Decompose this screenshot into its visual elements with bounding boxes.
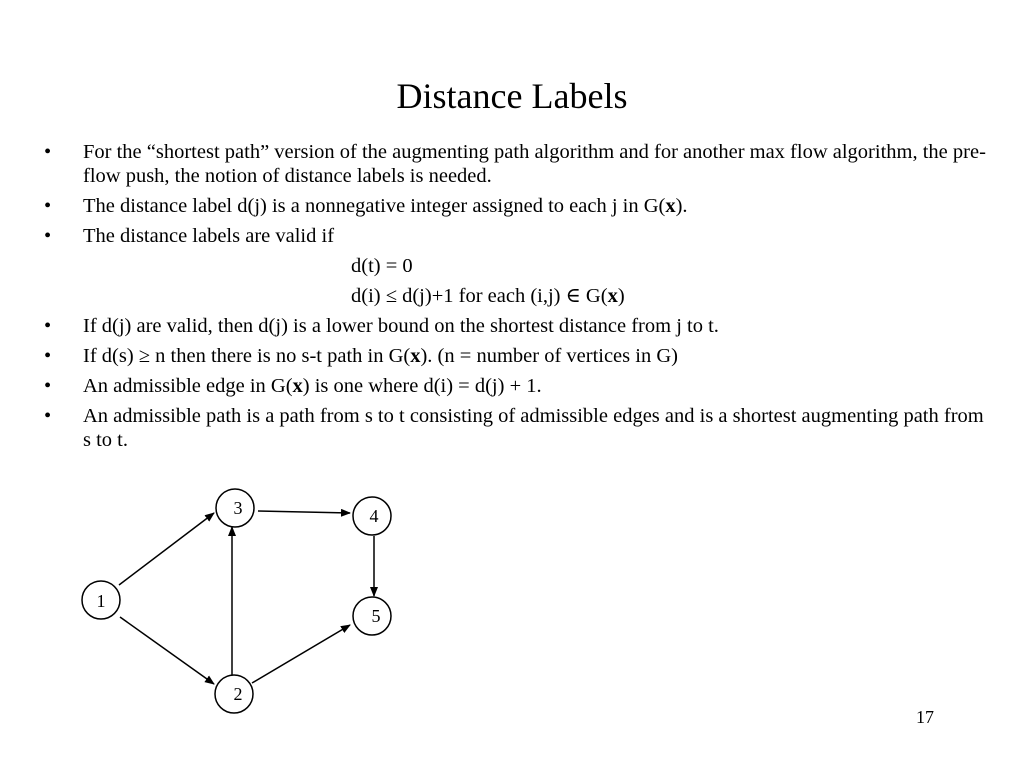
condition-line: d(t) = 0 (351, 255, 413, 277)
bold-symbol: x (410, 345, 421, 367)
node-label: 3 (233, 498, 243, 518)
bullet-marker: • (44, 195, 52, 217)
bullet-marker: • (44, 345, 52, 367)
edge-1-3 (119, 513, 214, 585)
bullet-text: For the “shortest path” version of the augmenting path algorithm and for another max flow algorithm, the pre-flow push, the notion of distance labels is needed. (83, 141, 986, 187)
edge-2-5 (252, 625, 350, 683)
edge-3-4 (258, 511, 350, 513)
node-4 (353, 497, 391, 535)
bullet-text: The distance labels are valid if (83, 225, 335, 247)
node-label: 4 (369, 506, 379, 526)
text-segment: If d(s) ≥ n then there is no s-t path in G( (83, 345, 411, 367)
bullet-marker: • (44, 315, 52, 337)
bullet-text: An admissible path is a path from s to t consisting of admissible edges and is a shortest augmenting path from s to t. (83, 405, 984, 451)
bullet-marker: • (44, 405, 52, 427)
node-label: 5 (371, 606, 381, 626)
text-segment: ). (n = number of vertices in G) (420, 345, 678, 367)
node-label: 1 (96, 591, 106, 611)
node-1 (82, 581, 120, 619)
bold-symbol: x (665, 195, 676, 217)
text-segment: ). (675, 195, 688, 217)
text-segment: The distance label d(j) is a nonnegative integer assigned to each j in G( (83, 195, 666, 217)
bullet-marker: • (44, 141, 52, 163)
node-3 (216, 489, 254, 527)
text-segment: ) (617, 285, 625, 307)
bold-symbol: x (292, 375, 303, 397)
page-number: 17 (916, 707, 934, 727)
node-label: 2 (233, 684, 243, 704)
bullet-marker: • (44, 375, 52, 397)
slide-title: Distance Labels (396, 76, 628, 116)
text-segment: ) is one where d(i) = d(j) + 1. (302, 375, 542, 397)
text-segment: d(i) ≤ d(j)+1 for each (i,j) ∈ G( (351, 285, 608, 307)
text-segment: An admissible edge in G( (83, 375, 293, 397)
bullet-marker: • (44, 225, 52, 247)
bold-symbol: x (607, 285, 618, 307)
node-2 (215, 675, 253, 713)
bullet-text: If d(j) are valid, then d(j) is a lower bound on the shortest distance from j to t. (83, 315, 719, 337)
edge-1-2 (120, 617, 214, 684)
node-5 (353, 597, 391, 635)
